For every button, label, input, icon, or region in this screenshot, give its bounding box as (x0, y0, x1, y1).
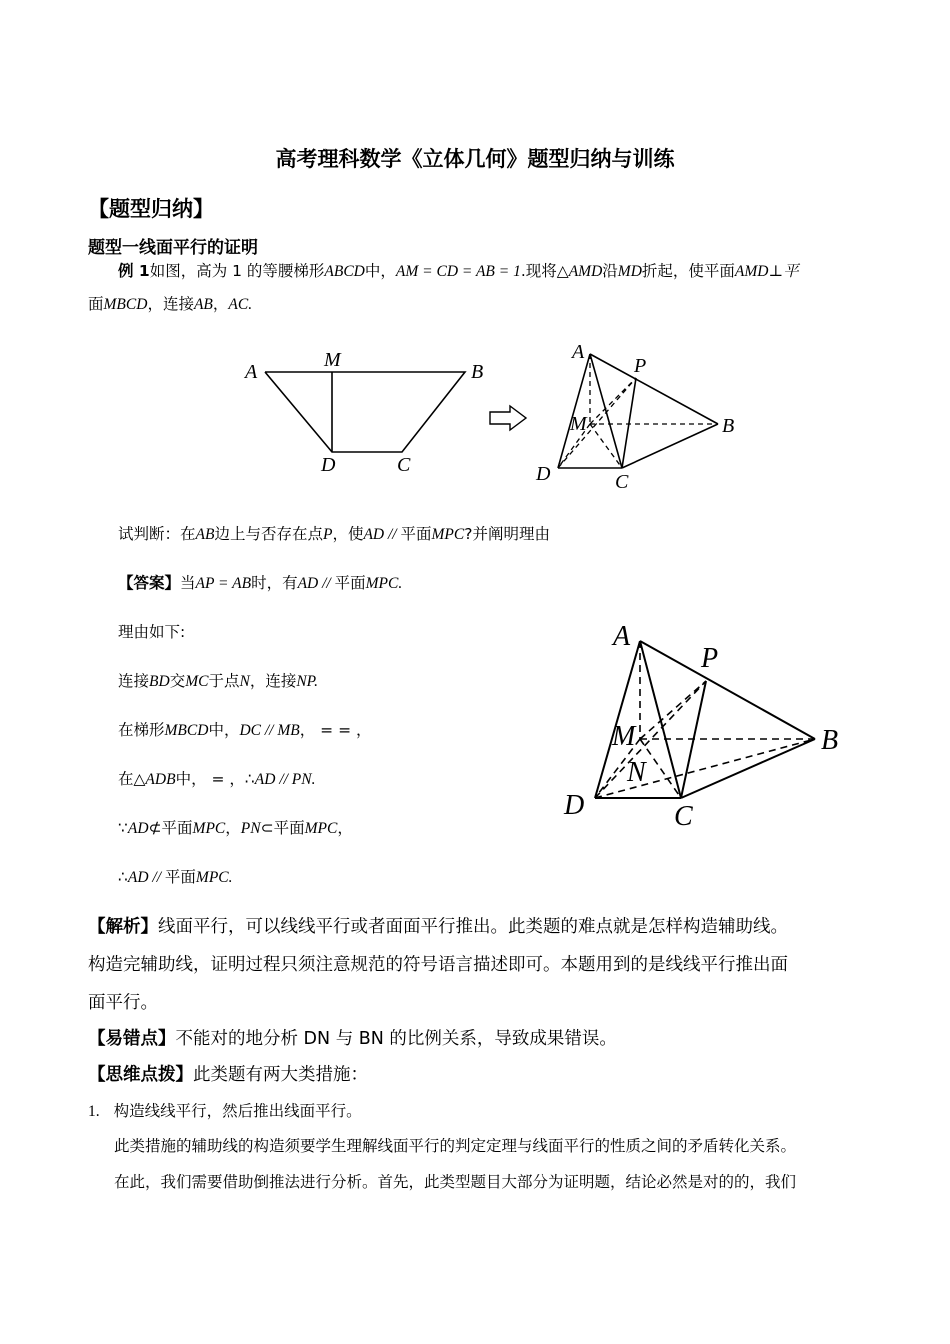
example-text: 中， (364, 262, 396, 280)
answer-label: 【答案】 (118, 574, 181, 592)
analysis-label: 【解析】 (88, 917, 158, 937)
proof-text: ，连接 (249, 672, 297, 690)
label-P: P (701, 643, 719, 674)
pitfall-line (88, 1025, 617, 1050)
proof-text: ， = = ， (299, 721, 372, 739)
question-text: 平面 (400, 525, 432, 543)
answer-line (118, 571, 402, 593)
proof-step-3 (118, 767, 316, 789)
math-text: AM = CD = AB = 1 (395, 263, 521, 280)
answer-text: 时，有 (251, 574, 298, 592)
proof-text: ， (225, 819, 241, 837)
trapezoid-figure (240, 340, 500, 480)
math-text: AD // (363, 526, 401, 543)
label-B: B (722, 415, 735, 437)
label-M: M (570, 413, 587, 435)
example-label: 例 1 (118, 262, 150, 280)
math-text: BD (149, 673, 170, 690)
example-text: 面 (88, 295, 104, 313)
label-A: A (613, 621, 631, 652)
answer-text: 当 (180, 574, 196, 592)
proof-text: 于点 (208, 672, 240, 690)
pitfall-label: 【易错点】 (88, 1029, 176, 1049)
list-item (88, 1099, 362, 1121)
proof-step-5 (118, 865, 233, 887)
proof-text: 平面 (164, 868, 196, 886)
analysis-line-3: 面平行。 (88, 993, 158, 1013)
analysis-text: 线面平行，可以线线平行或者面面平行推出。此类题的难点就是怎样构造辅助线。 (158, 917, 788, 937)
paragraph-1: 此类措施的辅助线的构造须要学生理解线面平行的判定定理与线面平行的性质之间的矛盾转化关系。 (114, 1137, 797, 1155)
subheading: 题型一线面平行的证明 (88, 238, 258, 258)
question-line (118, 522, 550, 544)
example-text: ， (212, 295, 229, 313)
proof-step-4 (118, 816, 353, 838)
math-text: △AMD (556, 263, 603, 280)
math-text: MBCD (164, 722, 209, 739)
thinking-label: 【思维点拨】 (88, 1065, 193, 1085)
label-B: B (821, 725, 839, 756)
proof-text: ∴ (118, 868, 128, 886)
math-text: AB (193, 296, 213, 313)
math-text: MPC. (195, 869, 233, 886)
math-text: MPC. (365, 575, 403, 592)
analysis-line-2: 构造完辅助线，证明过程只须注意规范的符号语言描述即可。本题用到的是线线平行推出面 (88, 955, 788, 975)
math-text: AB (195, 526, 215, 543)
example-text: .现将 (520, 262, 557, 280)
math-text: MD (617, 263, 642, 280)
proof-text: ， (337, 819, 353, 837)
label-P: P (634, 355, 647, 377)
math-text: PN (240, 820, 261, 837)
analysis-line-1 (88, 913, 788, 938)
math-text: AD (127, 820, 149, 837)
label-C: C (615, 471, 629, 493)
math-text: MBCD (103, 296, 148, 313)
page-title: 高考理科数学《立体几何》题型归纳与训练 (275, 147, 675, 171)
example-line-2 (88, 292, 252, 314)
proof-step-2 (118, 718, 372, 740)
proof-text: 中， (208, 721, 240, 739)
pyramid-small-figure (530, 338, 750, 498)
question-text: ，使 (332, 525, 364, 543)
answer-text: 平面 (334, 574, 366, 592)
example-text: 折起，使平面 (641, 262, 735, 280)
example-line-1 (118, 259, 799, 281)
label-D: D (564, 790, 585, 821)
proof-text: ⊂平面 (260, 819, 305, 837)
reason-line: 理由如下: (118, 623, 186, 641)
math-text: △ADB (133, 771, 176, 788)
proof-text: 交 (169, 672, 186, 690)
label-D: D (536, 463, 551, 485)
math-text: MPC (304, 820, 338, 837)
math-text: NP. (296, 673, 319, 690)
math-text: AD // PN. (254, 771, 316, 788)
math-text: P (322, 526, 333, 543)
question-text: 边上与否存在点 (214, 525, 323, 543)
proof-text: ⊄平面 (148, 819, 193, 837)
thinking-line (88, 1061, 368, 1086)
list-number: 1. (88, 1103, 100, 1120)
pyramid-large-figure (555, 615, 855, 835)
proof-text: 中， = ，∴ (175, 770, 255, 788)
math-text: MC (185, 673, 209, 690)
label-C: C (397, 454, 411, 476)
proof-text: ∵ (118, 819, 128, 837)
math-text: AMD⊥平 (734, 263, 799, 280)
pitfall-text: 不能对的地分析 DN 与 BN 的比例关系，导致成果错误。 (175, 1029, 617, 1049)
math-text: N (239, 673, 250, 690)
math-text: ABCD (324, 263, 365, 280)
label-N: N (627, 757, 646, 788)
list-text: 构造线线平行，然后推出线面平行。 (113, 1102, 362, 1120)
math-text: AD // (127, 869, 165, 886)
label-C: C (674, 801, 693, 832)
proof-text: 在 (118, 770, 134, 788)
thinking-text: 此类题有两大类措施： (193, 1065, 368, 1085)
paragraph-2: 在此，我们需要借助倒推法进行分析。首先，此类型题目大部分为证明题，结论必然是对的的，我们 (114, 1173, 797, 1191)
label-M: M (324, 349, 341, 371)
math-text: MPC (431, 526, 465, 543)
math-text: AP = AB (195, 575, 252, 592)
section-heading: 【题型归纳】 (88, 197, 214, 221)
example-text: ，连接 (147, 295, 194, 313)
math-text: MPC (192, 820, 226, 837)
math-text: AC. (228, 296, 253, 313)
label-A: A (245, 361, 258, 383)
label-M: M (612, 721, 636, 752)
question-text: ?并阐明理由 (464, 525, 550, 543)
example-text: 沿 (602, 262, 618, 280)
fold-arrow-icon (488, 404, 530, 432)
math-text: DC // MB (239, 722, 300, 739)
proof-step-1 (118, 669, 318, 691)
label-B: B (471, 361, 484, 383)
label-D: D (321, 454, 336, 476)
math-text: AD // (297, 575, 335, 592)
proof-text: 在梯形 (118, 721, 165, 739)
question-text: 试判断：在 (118, 525, 196, 543)
label-A: A (572, 341, 585, 363)
proof-text: 连接 (118, 672, 150, 690)
example-text: 如图，高为 1 的等腰梯形 (149, 262, 325, 280)
